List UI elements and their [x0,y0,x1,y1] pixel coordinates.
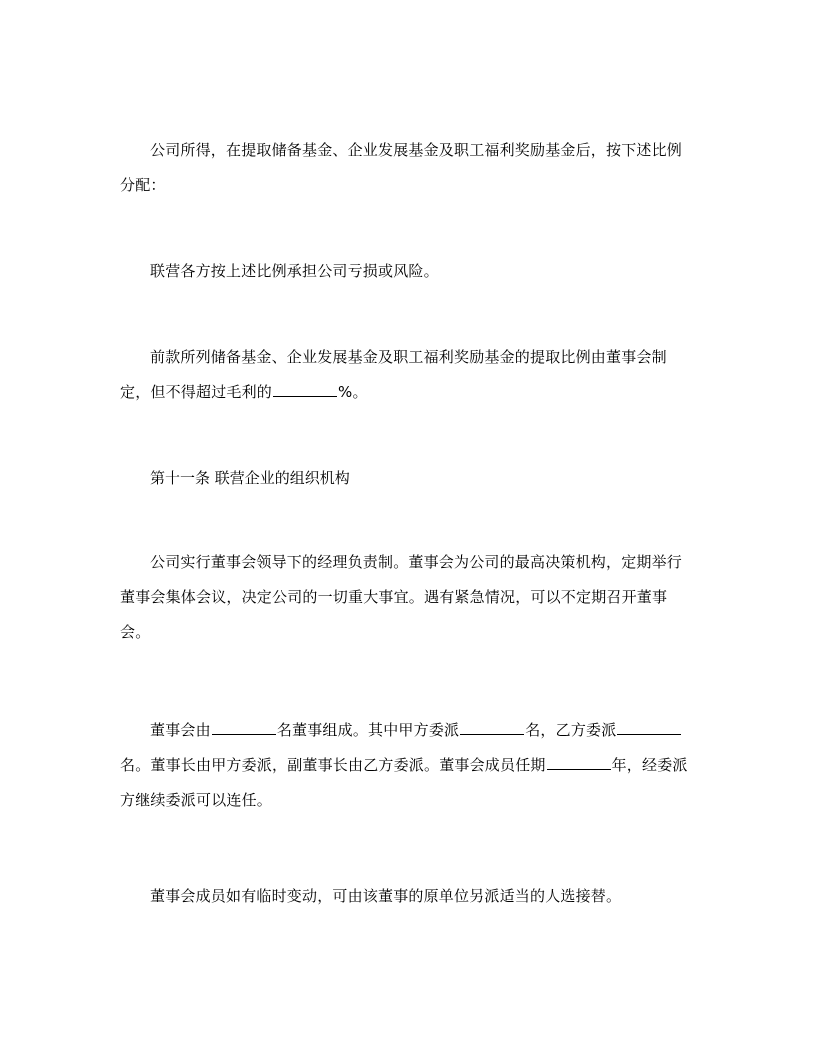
paragraph-text: 公司实行董事会领导下的经理负责制。董事会为公司的最高决策机构，定期举行董事会集体会议，决定公司的一切重大事宜。遇有紧急情况，可以不定期召开董事会。 [120,553,683,641]
paragraph-text-before-blank: 前款所列储备基金、企业发展基金及职工福利奖励基金的提取比例由董事会制定，但不得超过毛利的 [120,348,667,401]
fill-in-blank-party-b-count [617,719,681,735]
paragraph-board-composition [120,713,696,818]
paragraph-profit-distribution [120,133,696,203]
paragraph-text: 公司所得，在提取储备基金、企业发展基金及职工福利奖励基金后，按下述比例分配： [120,141,683,194]
paragraph-board-replacement [120,879,696,914]
paragraph-text-seg4: 名。董事长由甲方委派，副董事长由乙方委派。董事会成员任期 [120,756,546,774]
fill-in-blank-term-years [547,754,611,770]
fill-in-blank-percent [273,381,337,397]
paragraph-fund-ratio [120,340,696,410]
paragraph-text-seg2: 名董事组成。其中甲方委派 [276,721,460,739]
paragraph-loss-sharing [120,254,696,289]
paragraph-text-seg3: 名，乙方委派 [525,721,617,739]
heading-text: 第十一条 联营企业的组织机构 [150,469,350,487]
paragraph-text-seg5: 年，经委派方继续委派可以连任。 [120,756,688,809]
fill-in-blank-party-a-count [460,719,524,735]
article-heading-11 [120,461,696,496]
paragraph-text-seg1: 董事会由 [150,721,211,739]
paragraph-text: 董事会成员如有临时变动，可由该董事的原单位另派适当的人选接替。 [150,887,622,905]
paragraph-text-after-blank: %。 [338,383,368,401]
fill-in-blank-director-count [212,719,276,735]
paragraph-text: 联营各方按上述比例承担公司亏损或风险。 [150,262,439,280]
paragraph-board-system [120,545,696,650]
